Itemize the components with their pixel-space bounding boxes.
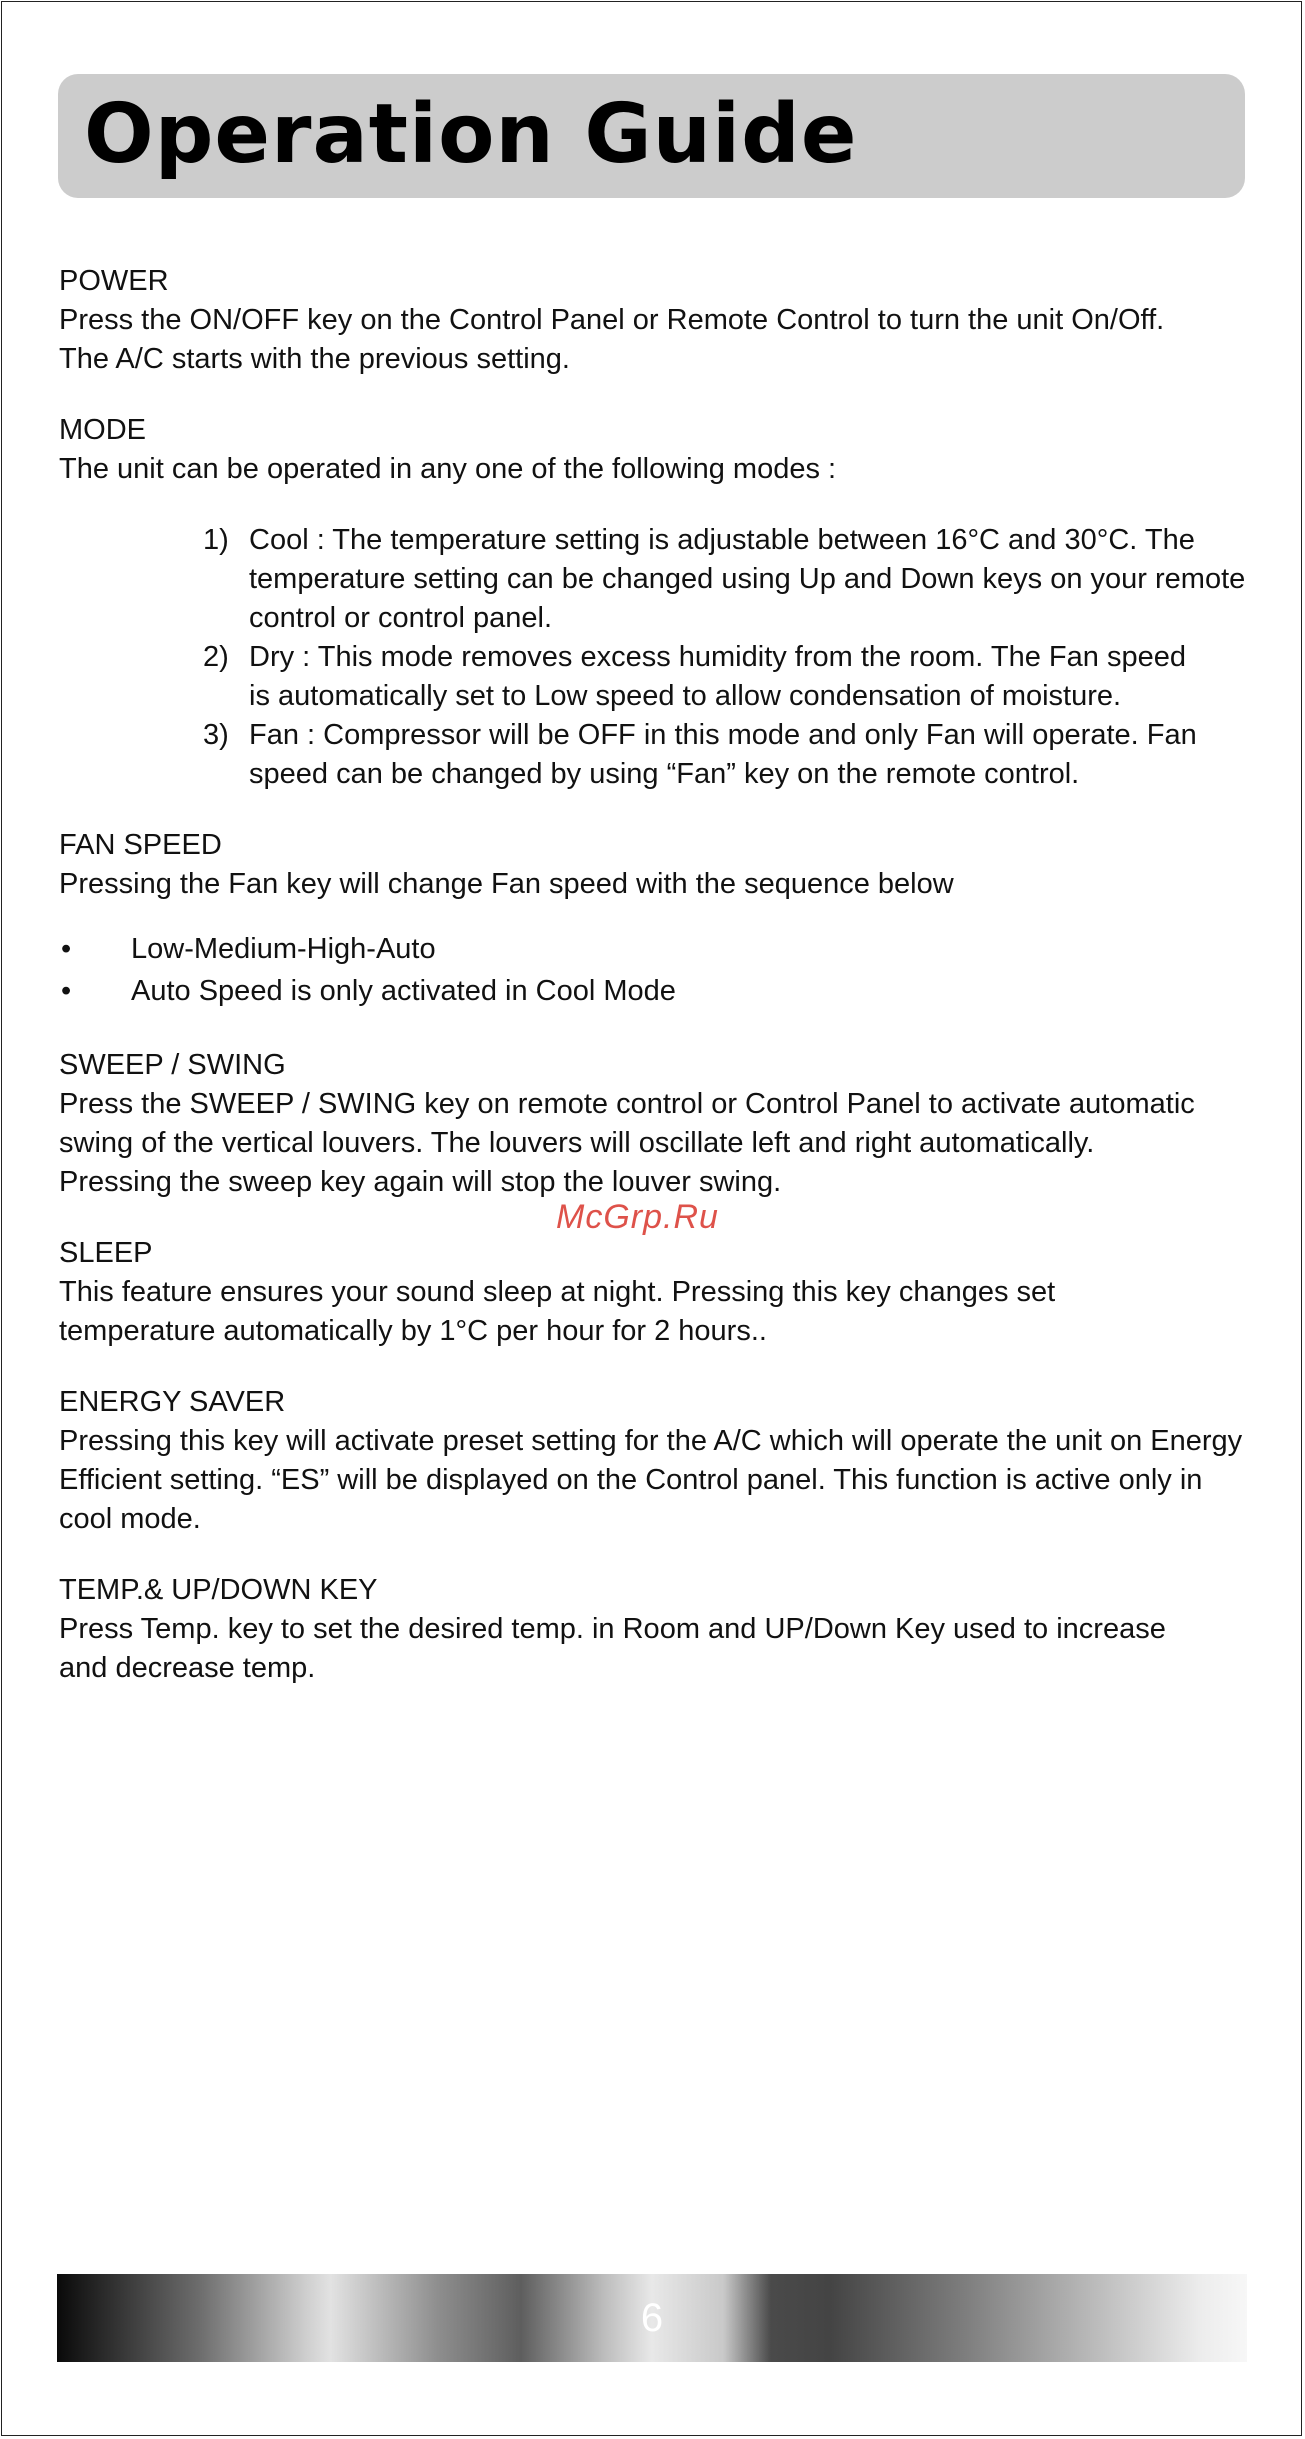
- section-heading-fan-speed: FAN SPEED: [59, 829, 222, 861]
- section-body-fan-speed: Pressing the Fan key will change Fan speed with the sequence below: [59, 868, 954, 900]
- section-fan-speed: [59, 826, 1259, 904]
- mode-item-number: 1): [203, 524, 229, 556]
- section-energy-saver: [59, 1383, 1259, 1539]
- section-mode: [59, 411, 1259, 489]
- section-heading-energy-saver: ENERGY SAVER: [59, 1386, 286, 1418]
- section-temp-key: [59, 1571, 1259, 1688]
- section-body-energy-saver: Pressing this key will activate preset setting for the A/C which will operate the unit on Energy Efficient setting. “ES” will be displayed on the Control panel. This function is active only in cool mode.: [59, 1425, 1243, 1535]
- footer-bar: [57, 2274, 1247, 2362]
- mode-item-dry: [203, 638, 1209, 716]
- mode-item-number: 3): [203, 719, 229, 751]
- bullet-item: [59, 930, 1259, 972]
- section-body-sleep: This feature ensures your sound sleep at night. Pressing this key changes set temperature automatically by 1°C per hour for 2 hours..: [59, 1276, 1056, 1347]
- watermark: McGrp.Ru: [556, 1198, 719, 1236]
- bullet-text: Low-Medium-High-Auto: [131, 933, 436, 965]
- section-body-power: Press the ON/OFF key on the Control Panel or Remote Control to turn the unit On/Off. The A/C starts with the previous setting.: [59, 304, 1165, 375]
- content: [59, 262, 1259, 1720]
- section-heading-sweep: SWEEP / SWING: [59, 1049, 286, 1081]
- section-heading-temp-key: TEMP.& UP/DOWN KEY: [59, 1574, 378, 1606]
- title-bar: [58, 74, 1245, 198]
- section-heading-mode: MODE: [59, 414, 146, 446]
- fan-speed-bullets: [59, 930, 1259, 1014]
- bullet-dot: •: [61, 933, 72, 965]
- mode-item-text: Dry : This mode removes excess humidity from the room. The Fan speed is automatically set to Low speed to allow condensation of moisture.: [249, 641, 1186, 712]
- mode-item-text: Fan : Compressor will be OFF in this mode and only Fan will operate. Fan speed can be changed by using “Fan” key on the remote control.: [249, 719, 1197, 790]
- bullet-dot: •: [61, 975, 72, 1007]
- section-heading-power: POWER: [59, 265, 169, 297]
- mode-item-fan: [203, 716, 1279, 794]
- mode-item-cool: [203, 521, 1264, 638]
- section-body-sweep: Press the SWEEP / SWING key on remote control or Control Panel to activate automatic swing of the vertical louvers. The louvers will oscillate left and right automatically. Pressing the sweep key again will stop the louver swing.: [59, 1088, 1195, 1198]
- section-body-temp-key: Press Temp. key to set the desired temp. in Room and UP/Down Key used to increase and decrease temp.: [59, 1613, 1166, 1684]
- bullet-item: [59, 972, 1259, 1014]
- section-body-mode: The unit can be operated in any one of the following modes :: [59, 453, 837, 485]
- mode-list: [59, 521, 1259, 794]
- section-power: [59, 262, 1259, 379]
- section-sleep: [59, 1234, 1259, 1351]
- section-heading-sleep: SLEEP: [59, 1237, 153, 1269]
- bullet-text: Auto Speed is only activated in Cool Mode: [131, 975, 676, 1007]
- section-sweep: [59, 1046, 1259, 1202]
- page-title: Operation Guide: [84, 87, 858, 182]
- page-number: 6: [640, 2296, 664, 2340]
- mode-item-text: Cool : The temperature setting is adjustable between 16°C and 30°C. The temperature setting can be changed using Up and Down keys on your remote control or control panel.: [249, 524, 1246, 634]
- mode-item-number: 2): [203, 641, 229, 673]
